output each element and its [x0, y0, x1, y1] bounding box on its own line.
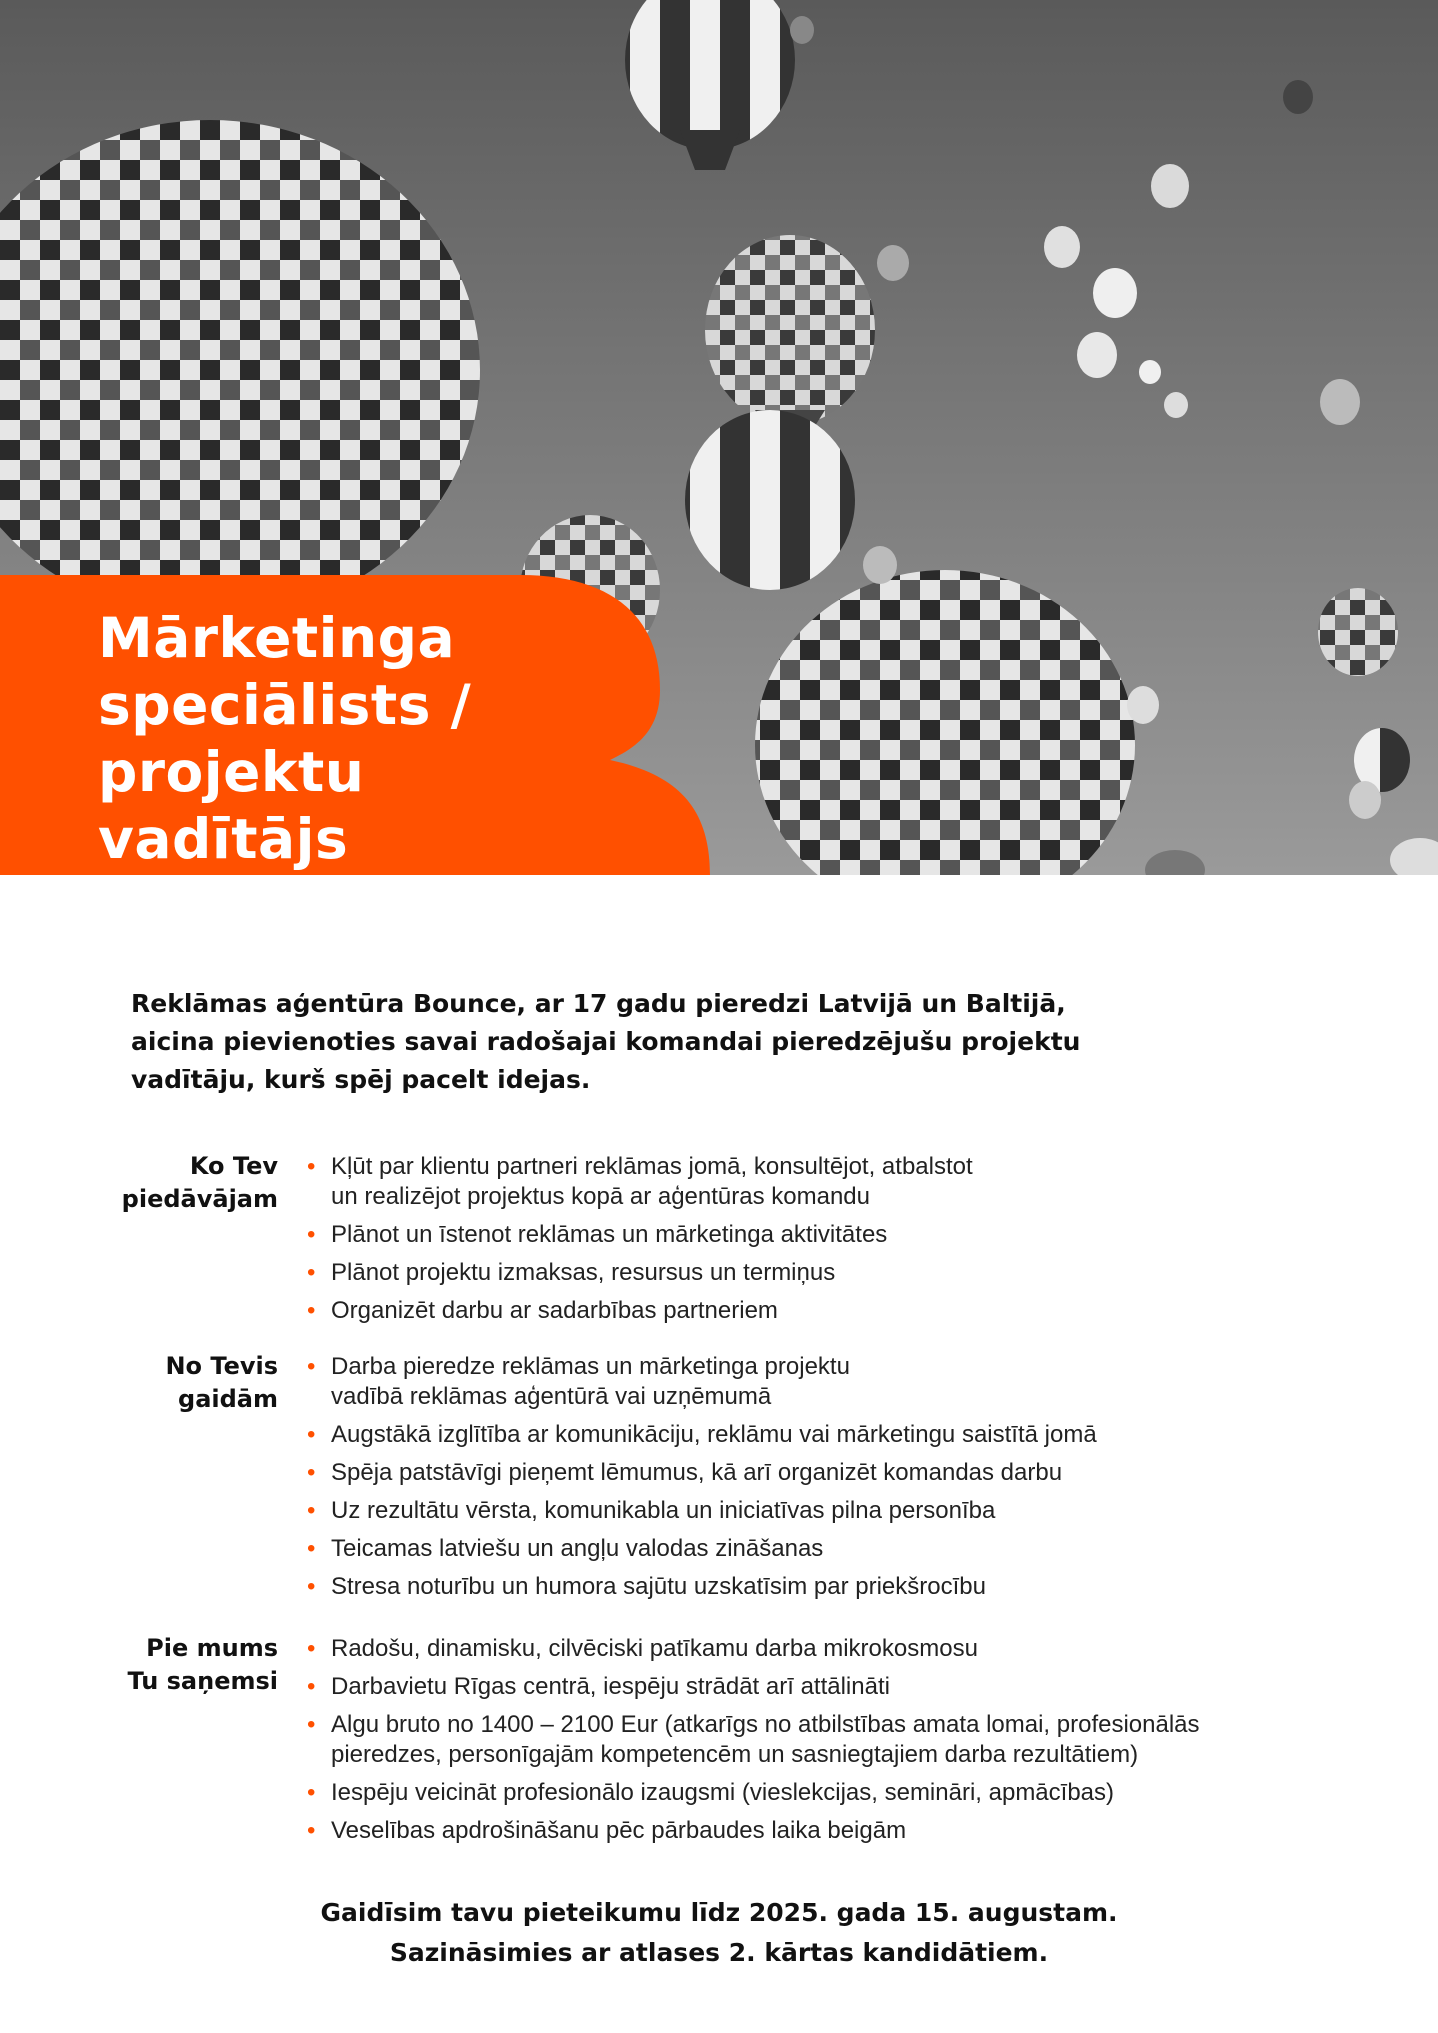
list-item: • Darba pieredze reklāmas un mārketinga projektu vadībā reklāmas aģentūrā vai uzņēmumā	[307, 1353, 850, 1410]
list-item: • Uz rezultātu vērsta, komunikabla un iniciatīvas pilna personība	[307, 1497, 996, 1524]
label-line: gaidām	[178, 1385, 278, 1413]
section-list	[305, 1352, 1405, 1610]
closing-note	[0, 1893, 1438, 1973]
job-title	[98, 605, 658, 873]
bullet-icon: •	[307, 1421, 316, 1448]
list-item: • Plānot un īstenot reklāmas un mārketinga aktivitātes	[307, 1221, 888, 1248]
bullet-icon: •	[307, 1153, 316, 1180]
list-item: • Radošu, dinamisku, cilvēciski patīkamu darba mikrokosmosu	[307, 1635, 978, 1662]
list-item: • Algu bruto no 1400 – 2100 Eur (atkarīgs no atbilstības amata lomai, profesionālās pieredzes, personīgajām kompetencēm un sasniegtajiem darba rezultātiem)	[307, 1711, 1200, 1768]
bullet-icon: •	[307, 1353, 316, 1380]
title-line: speciālists /	[98, 673, 472, 737]
bullet-icon: •	[307, 1573, 316, 1600]
closing-line: Sazināsimies ar atlases 2. kārtas kandidātiem.	[389, 1938, 1049, 1967]
intro-line: aicina pievienoties savai radošajai komandai pieredzējušu projektu	[131, 1027, 1081, 1056]
section-label	[40, 1632, 278, 1698]
label-line: piedāvājam	[121, 1185, 278, 1213]
label-line: Tu saņemsi	[127, 1667, 278, 1695]
list-item: • Teicamas latviešu un angļu valodas zināšanas	[307, 1535, 824, 1562]
list-item: • Kļūt par klientu partneri reklāmas jomā, konsultējot, atbalstot un realizējot projektus kopā ar aģentūras komandu	[307, 1153, 973, 1210]
bullet-icon: •	[307, 1711, 316, 1738]
intro-line: Reklāmas aģentūra Bounce, ar 17 gadu pieredzi Latvijā un Baltijā,	[131, 989, 1066, 1018]
intro-line: vadītāju, kurš spēj pacelt idejas.	[131, 1065, 591, 1094]
list-item: • Darbavietu Rīgas centrā, iespēju strādāt arī attālināti	[307, 1673, 890, 1700]
bullet-icon: •	[307, 1635, 316, 1662]
section-list	[305, 1634, 1405, 1854]
section-list	[305, 1152, 1405, 1334]
list-item: • Iespēju veicināt profesionālo izaugsmi (vieslekcijas, semināri, apmācības)	[307, 1779, 1115, 1806]
title-line: projektu	[98, 740, 365, 804]
list-item: • Veselības apdrošināšanu pēc pārbaudes laika beigām	[307, 1817, 907, 1844]
list-item: • Spēja patstāvīgi pieņemt lēmumus, kā arī organizēt komandas darbu	[307, 1459, 1063, 1486]
bullet-icon: •	[307, 1817, 316, 1844]
label-line: Pie mums	[146, 1634, 278, 1662]
section-label	[40, 1150, 278, 1216]
label-line: No Tevis	[165, 1352, 278, 1380]
title-line: Mārketinga	[98, 606, 456, 670]
bullet-icon: •	[307, 1535, 316, 1562]
bullet-icon: •	[307, 1221, 316, 1248]
title-line: vadītājs	[98, 807, 349, 871]
bullet-icon: •	[307, 1259, 316, 1286]
bullet-icon: •	[307, 1673, 316, 1700]
intro-paragraph	[131, 985, 1251, 1099]
list-item: • Organizēt darbu ar sadarbības partneriem	[307, 1297, 778, 1324]
list-item: • Augstākā izglītība ar komunikāciju, reklāmu vai mārketingu saistītā jomā	[307, 1421, 1097, 1448]
bullet-icon: •	[307, 1297, 316, 1324]
bullet-icon: •	[307, 1779, 316, 1806]
bullet-icon: •	[307, 1459, 316, 1486]
list-item: • Plānot projektu izmaksas, resursus un termiņus	[307, 1259, 836, 1286]
bullet-icon: •	[307, 1497, 316, 1524]
label-line: Ko Tev	[189, 1152, 278, 1180]
list-item: • Stresa noturību un humora sajūtu uzskatīsim par priekšrocību	[307, 1573, 986, 1600]
closing-line: Gaidīsim tavu pieteikumu līdz 2025. gada 15. augustam.	[320, 1898, 1118, 1927]
section-label	[40, 1350, 278, 1416]
